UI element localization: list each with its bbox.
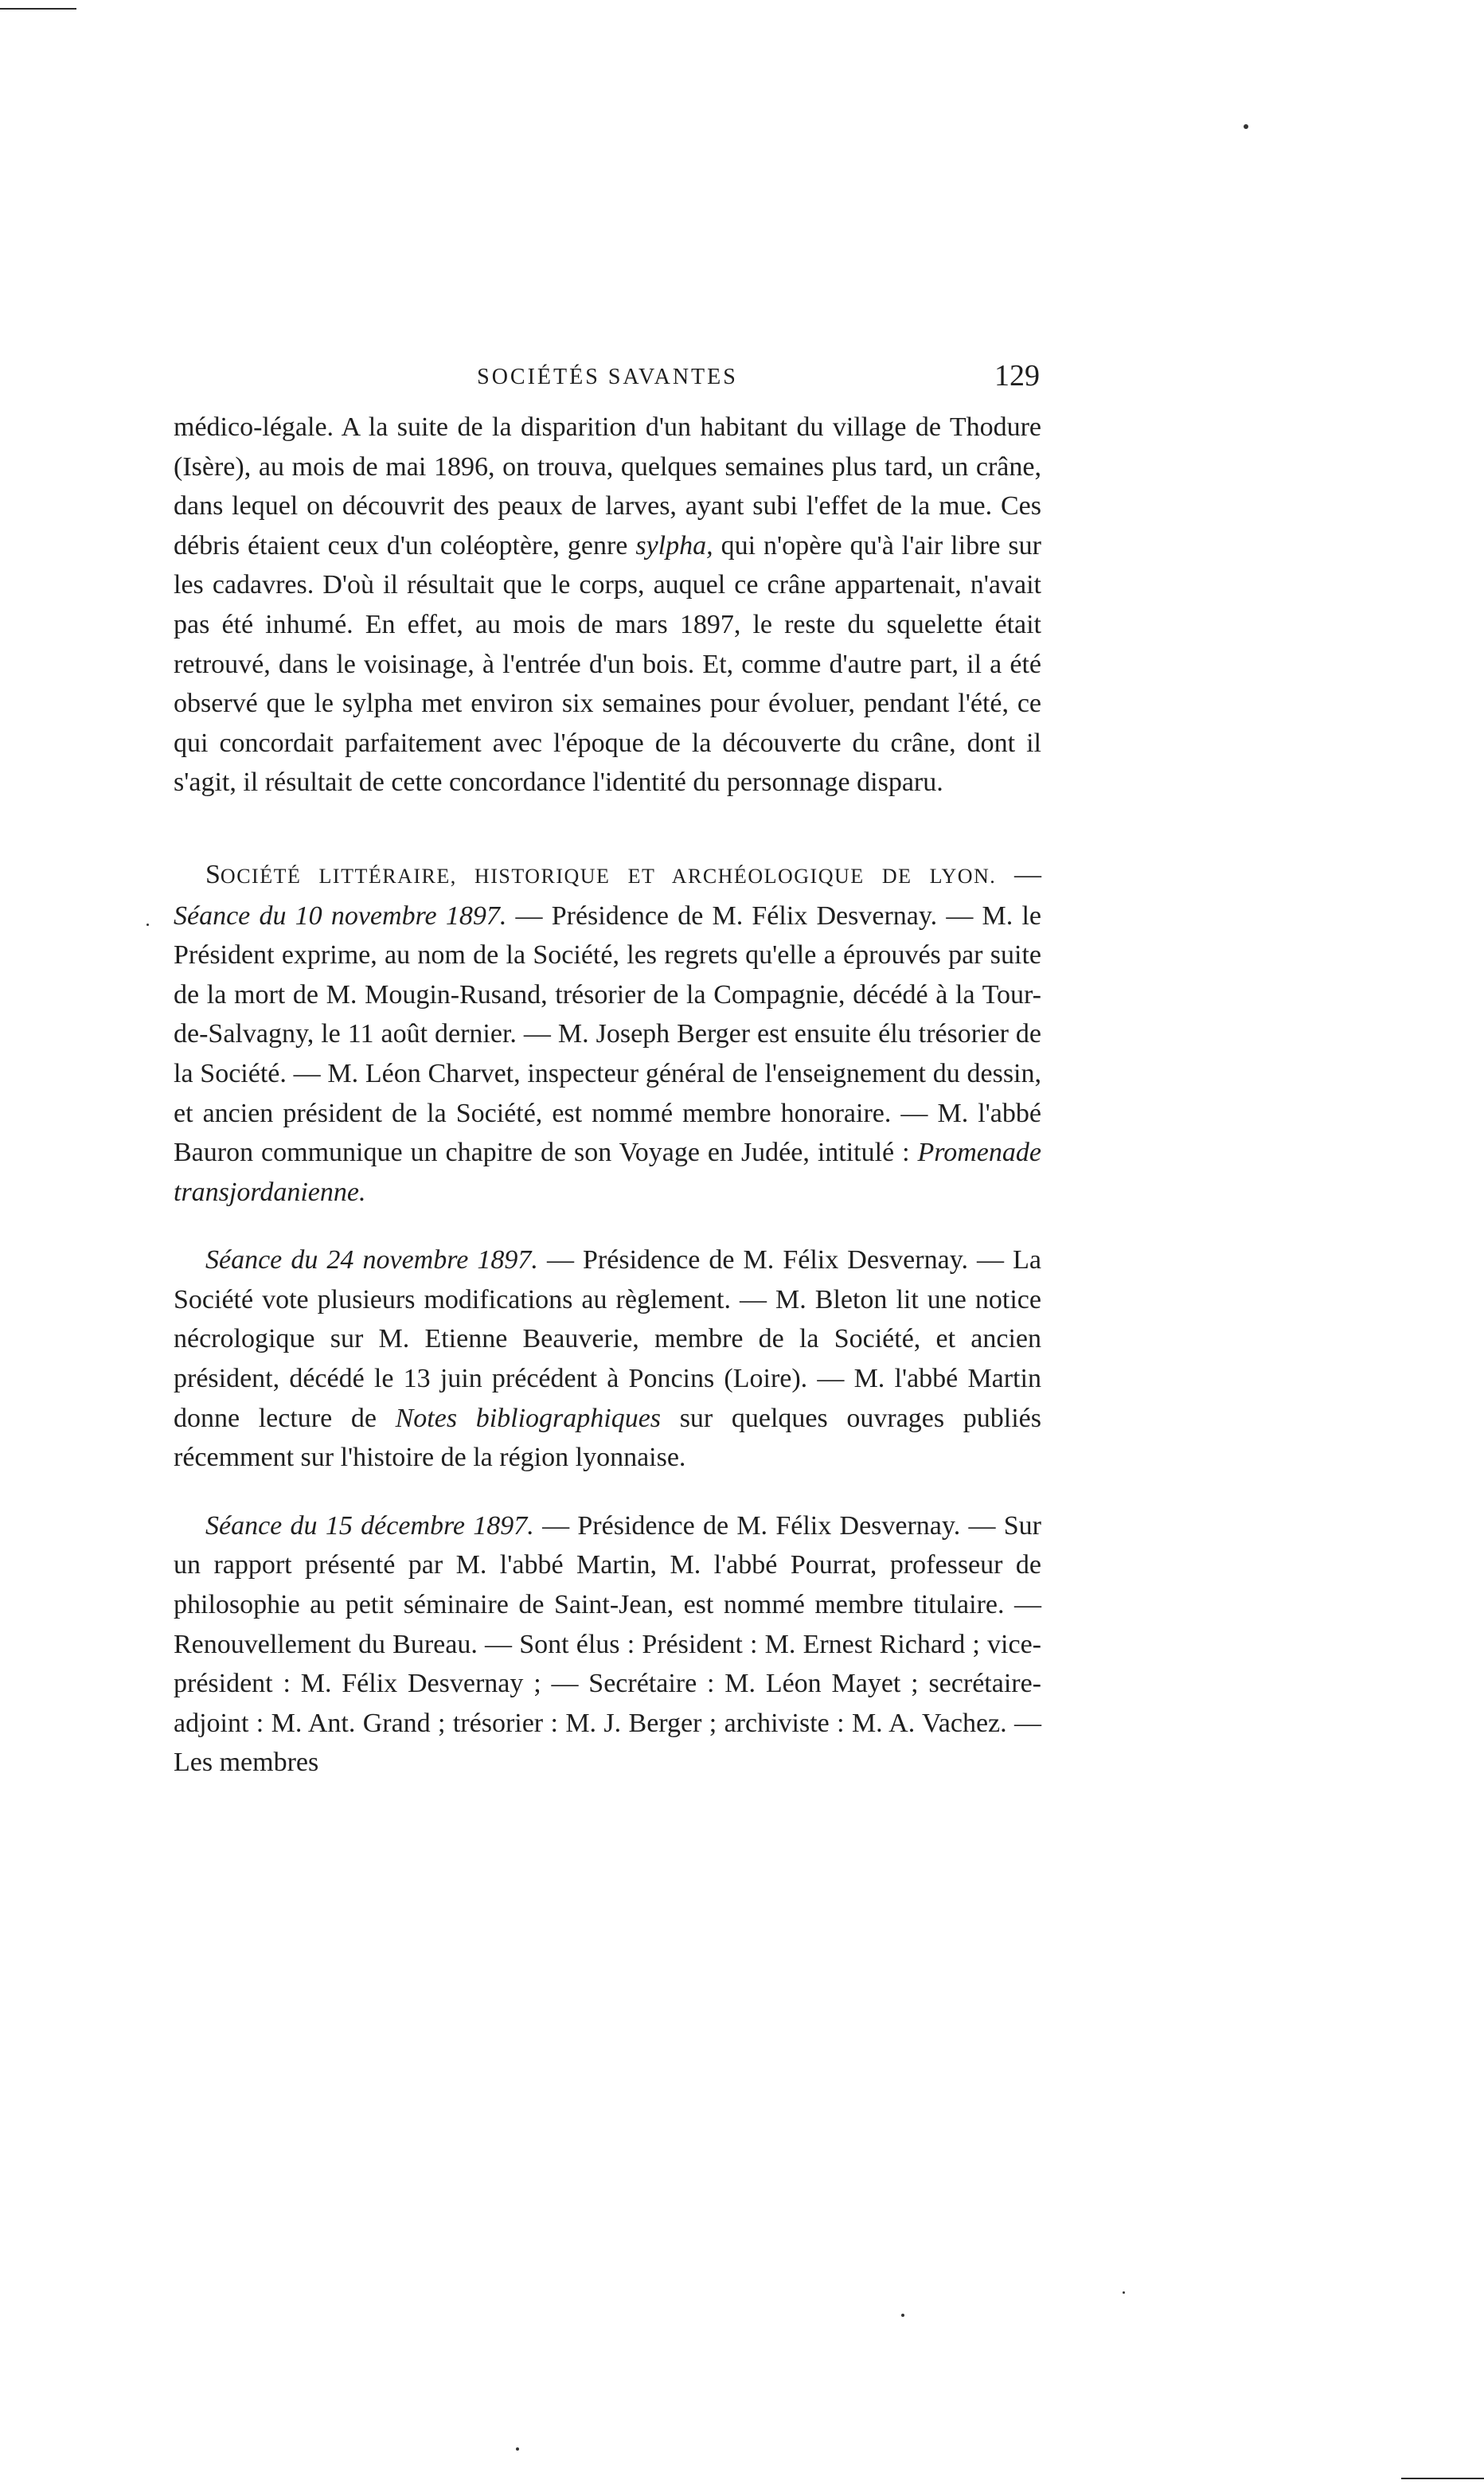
book-page	[174, 350, 1041, 1783]
paragraph-seance-15-decembre	[174, 1506, 1041, 1783]
italic-term: sylpha,	[635, 530, 713, 561]
society-name: OCIÉTÉ LITTÉRAIRE, HISTORIQUE ET ARCHÉOLOGIQUE DE LYON.	[220, 864, 997, 888]
paragraph-seance-24-novembre	[174, 1240, 1041, 1478]
page-header	[174, 350, 1041, 408]
spacer	[174, 1212, 1041, 1240]
paragraph-text: — Présidence de M. Félix Desvernay. — La Société vote plusieurs modifications au règlement. — M. Bleton lit une notice nécrologique sur M. Etienne Beauverie, membre de la Société, et ancien président, décédé le 13 juin précédent à Poncins (Loire). — M. l'abbé Martin donne lecture de	[174, 1245, 1041, 1433]
paragraph-text: médico-légale. A la suite de la disparition d'un habitant du village de Thodure (Isère), au mois de mai 1896, on trouva, quelques semaines plus tard, un crâne, dans lequel on découvrit des peaux de larves, ayant subi l'effet de la mue. Ces débris étaient ceux d'un coléoptère, genre	[174, 412, 1041, 561]
scan-speck	[901, 2314, 904, 2317]
italic-title: Notes bibliographiques	[395, 1403, 662, 1433]
scan-speck	[146, 924, 149, 926]
italic-title: Promenade transjordanienne.	[174, 1138, 1041, 1207]
page-number: 129	[994, 359, 1040, 393]
scan-speck	[516, 2447, 519, 2451]
paragraph-text: sur quelques ouvrages publiés récemment sur l'histoire de la région lyonnaise.	[174, 1403, 1041, 1473]
session-heading: Séance du 15 décembre 1897.	[205, 1510, 534, 1541]
paragraph-text: qui n'opère qu'à l'air libre sur les cadavres. D'où il résultait que le corps, auquel ce crâne appartenait, n'avait pas été inhumé. En effet, au mois de mars 1897, le reste du squelette était retrouvé, dans le voisinage, à l'entrée d'un bois. Et, comme d'autre part, il a été observé que le sylpha met environ six semaines pour évoluer, pendant l'été, ce qui concordait parfaitement avec l'époque de la découverte du crâne, dont il s'agit, il résultait de cette concordance l'identité du personnage disparu.	[174, 530, 1041, 798]
society-name-initial: S	[205, 859, 221, 889]
scan-speck	[1244, 124, 1248, 129]
bottom-right-scan-rule	[1401, 2478, 1484, 2479]
spacer	[174, 803, 1041, 855]
paragraph-medico-legale	[174, 408, 1041, 803]
session-heading: Séance du 10 novembre 1897.	[174, 900, 507, 931]
session-heading: Séance du 24 novembre 1897.	[205, 1245, 538, 1275]
running-title: SOCIÉTÉS SAVANTES	[477, 365, 738, 389]
scan-speck	[1123, 2291, 1125, 2294]
paragraph-societe-lyon	[174, 855, 1041, 1212]
spacer	[174, 1478, 1041, 1506]
top-left-scan-rule	[0, 8, 76, 10]
paragraph-text: — Présidence de M. Félix Desvernay. — M. le Président exprime, au nom de la Société, les regrets qu'elle a éprouvés par suite de la mort de M. Mougin-Rusand, trésorier de la Compagnie, décédé à la Tour-de-Salvagny, le 11 août dernier. — M. Joseph Berger est ensuite élu trésorier de la Société. — M. Léon Charvet, inspecteur général de l'enseignement du dessin, et ancien président de la Société, est nommé membre honoraire. — M. l'abbé Bauron communique un chapitre de son Voyage en Judée, intitulé :	[174, 900, 1041, 1168]
dash: —	[996, 859, 1041, 889]
paragraph-text: — Présidence de M. Félix Desvernay. — Sur un rapport présenté par M. l'abbé Martin, M. l'abbé Pourrat, professeur de philosophie au petit séminaire de Saint-Jean, est nommé membre titulaire. — Renouvellement du Bureau. — Sont élus : Président : M. Ernest Richard ; vice-président : M. Félix Desvernay ; — Secrétaire : M. Léon Mayet ; secrétaire-adjoint : M. Ant. Grand ; trésorier : M. J. Berger ; archiviste : M. A. Vachez. — Les membres	[174, 1510, 1041, 1778]
